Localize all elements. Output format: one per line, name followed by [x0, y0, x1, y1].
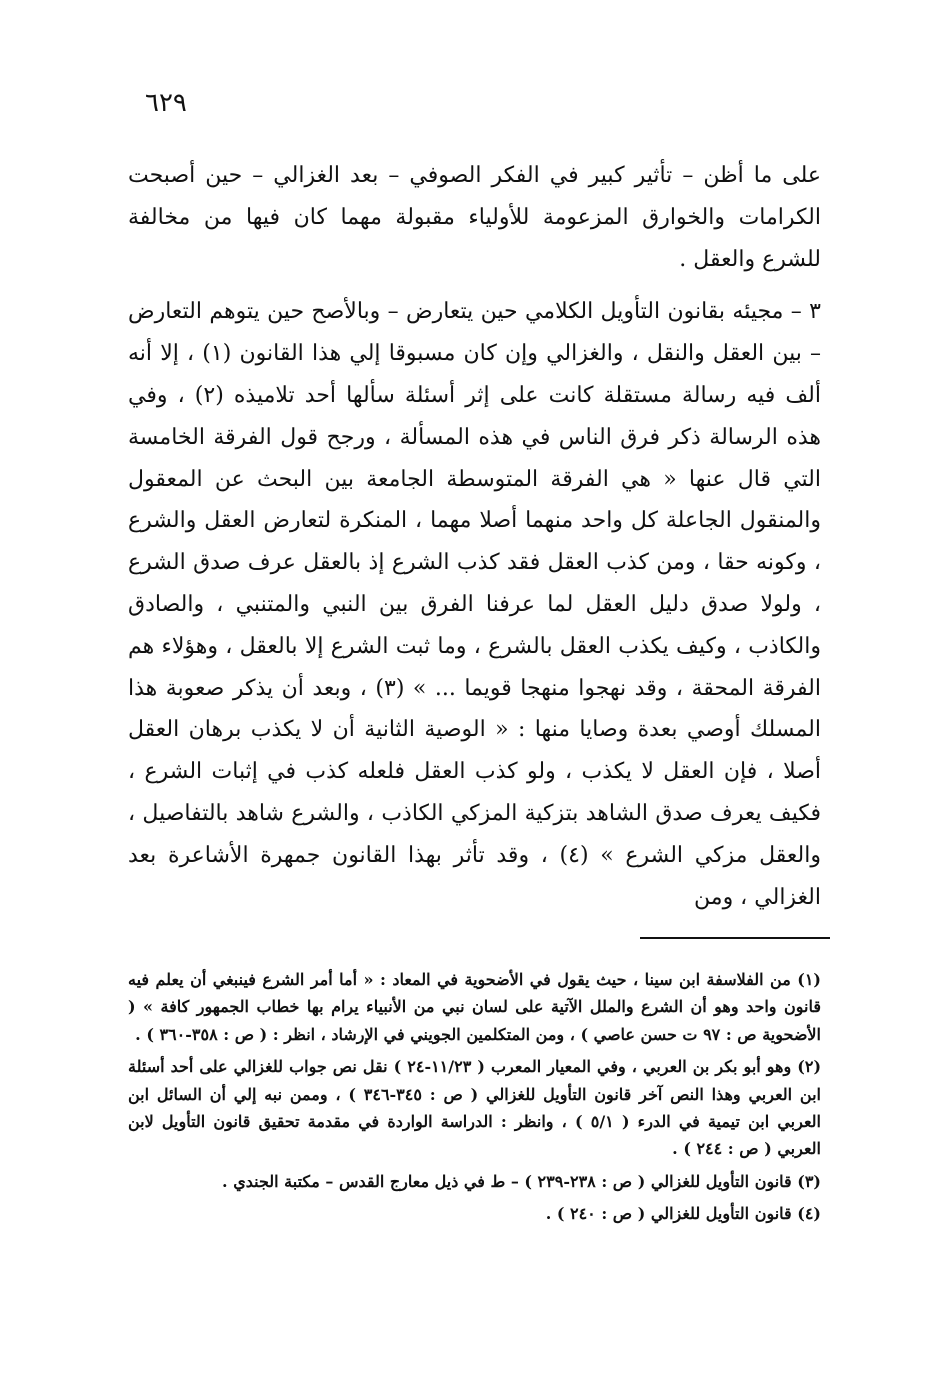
- footnote-separator: [640, 937, 830, 939]
- footnote: (١) من الفلاسفة ابن سينا ، حيث يقول في الأضحوية في المعاد : « أما أمر الشرع فينبغي أن يعلم فيه قانون واحد وهو أن الشرع والملل الآتية على لسان نبي من الأنبياء يرام بها خطاب الجمهور كافة » ( الأضحوية ص : ٩٧ ت حسن عاصي ) ، ومن المتكلمين الجويني في الإرشاد ، انظر : ( ص : ٣٥٨-٣٦٠ ) .: [128, 970, 821, 1044]
- footnotes: [128, 966, 821, 1233]
- body-paragraph: على ما أظن – تأثير كبير في الفكر الصوفي – بعد الغزالي – حين أصبحت الكرامات والخوارق المزعومة للأولياء مقبولة مهما كان فيها من مخالفة للشرع والعقل .: [128, 163, 821, 272]
- page-number: ٦٢٩: [145, 88, 187, 118]
- footnote: (٣) قانون التأويل للغزالي ( ص : ٢٣٨-٢٣٩ ) – ط في ذيل معارج القدس – مكتبة الجندي .: [222, 1171, 821, 1191]
- main-body-text: [128, 155, 821, 918]
- footnote: (٢) وهو أبو بكر بن العربي ، وفي المعيار المعرب ( ١١/٢٣-٢٤ ) نقل نص جواب للغزالي على أحد أسئلة ابن العربي وهذا النص آخر قانون التأويل للغزالي ( ص : ٣٤٥-٣٤٦ ) ، وممن نبه إلي أن السائل ابن العربي ابن تيمية في الدرء ( ٥/١ ) ، وانظر : الدراسة الواردة في مقدمة تحقيق قانون التأويل لابن العربي ( ص : ٢٤٤ ) .: [128, 1057, 822, 1159]
- body-paragraph: ٣ – مجيئه بقانون التأويل الكلامي حين يتعارض – وبالأصح حين يتوهم التعارض – بين العقل والنقل ، والغزالي وإن كان مسبوقا إلي هذا القانون (١) ، إلا أنه ألف فيه رسالة مستقلة كانت على إثر أسئلة سألها أحد تلاميذه (٢) ، وفي هذه الرسالة ذكر فرق الناس في هذه المسألة ، ورجح قول الفرقة الخامسة التي قال عنها « هي الفرقة المتوسطة الجامعة بين البحث عن المعقول والمنقول الجاعلة كل واحد منهما أصلا مهما ، المنكرة لتعارض العقل والشرع ، وكونه حقا ، ومن كذب العقل فقد كذب الشرع إذ بالعقل عرف صدق الشرع ، ولولا صدق دليل العقل لما عرفنا الفرق بين النبي والمتنبي ، والصادق والكاذب ، وكيف يكذب العقل بالشرع ، وما ثبت الشرع إلا بالعقل ، وهؤلاء هم الفرقة المحقة ، وقد نهجوا منهجا قويما ... » (٣) ، وبعد أن يذكر صعوبة هذا المسلك أوصي بعدة وصايا منها : « الوصية الثانية أن لا يكذب برهان العقل أصلا ، فإن العقل لا يكذب ، ولو كذب العقل فلعله كذب في إثبات الشرع ، فكيف يعرف صدق الشاهد بتزكية المزكي الكاذب ، والشرع شاهد بالتفاصيل ، والعقل مزكي الشرع » (٤) ، وقد تأثر بهذا القانون جمهرة الأشاعرة بعد الغزالي ، ومن: [128, 299, 822, 910]
- footnote: (٤) قانون التأويل للغزالي ( ص : ٢٤٠ ) .: [545, 1204, 821, 1224]
